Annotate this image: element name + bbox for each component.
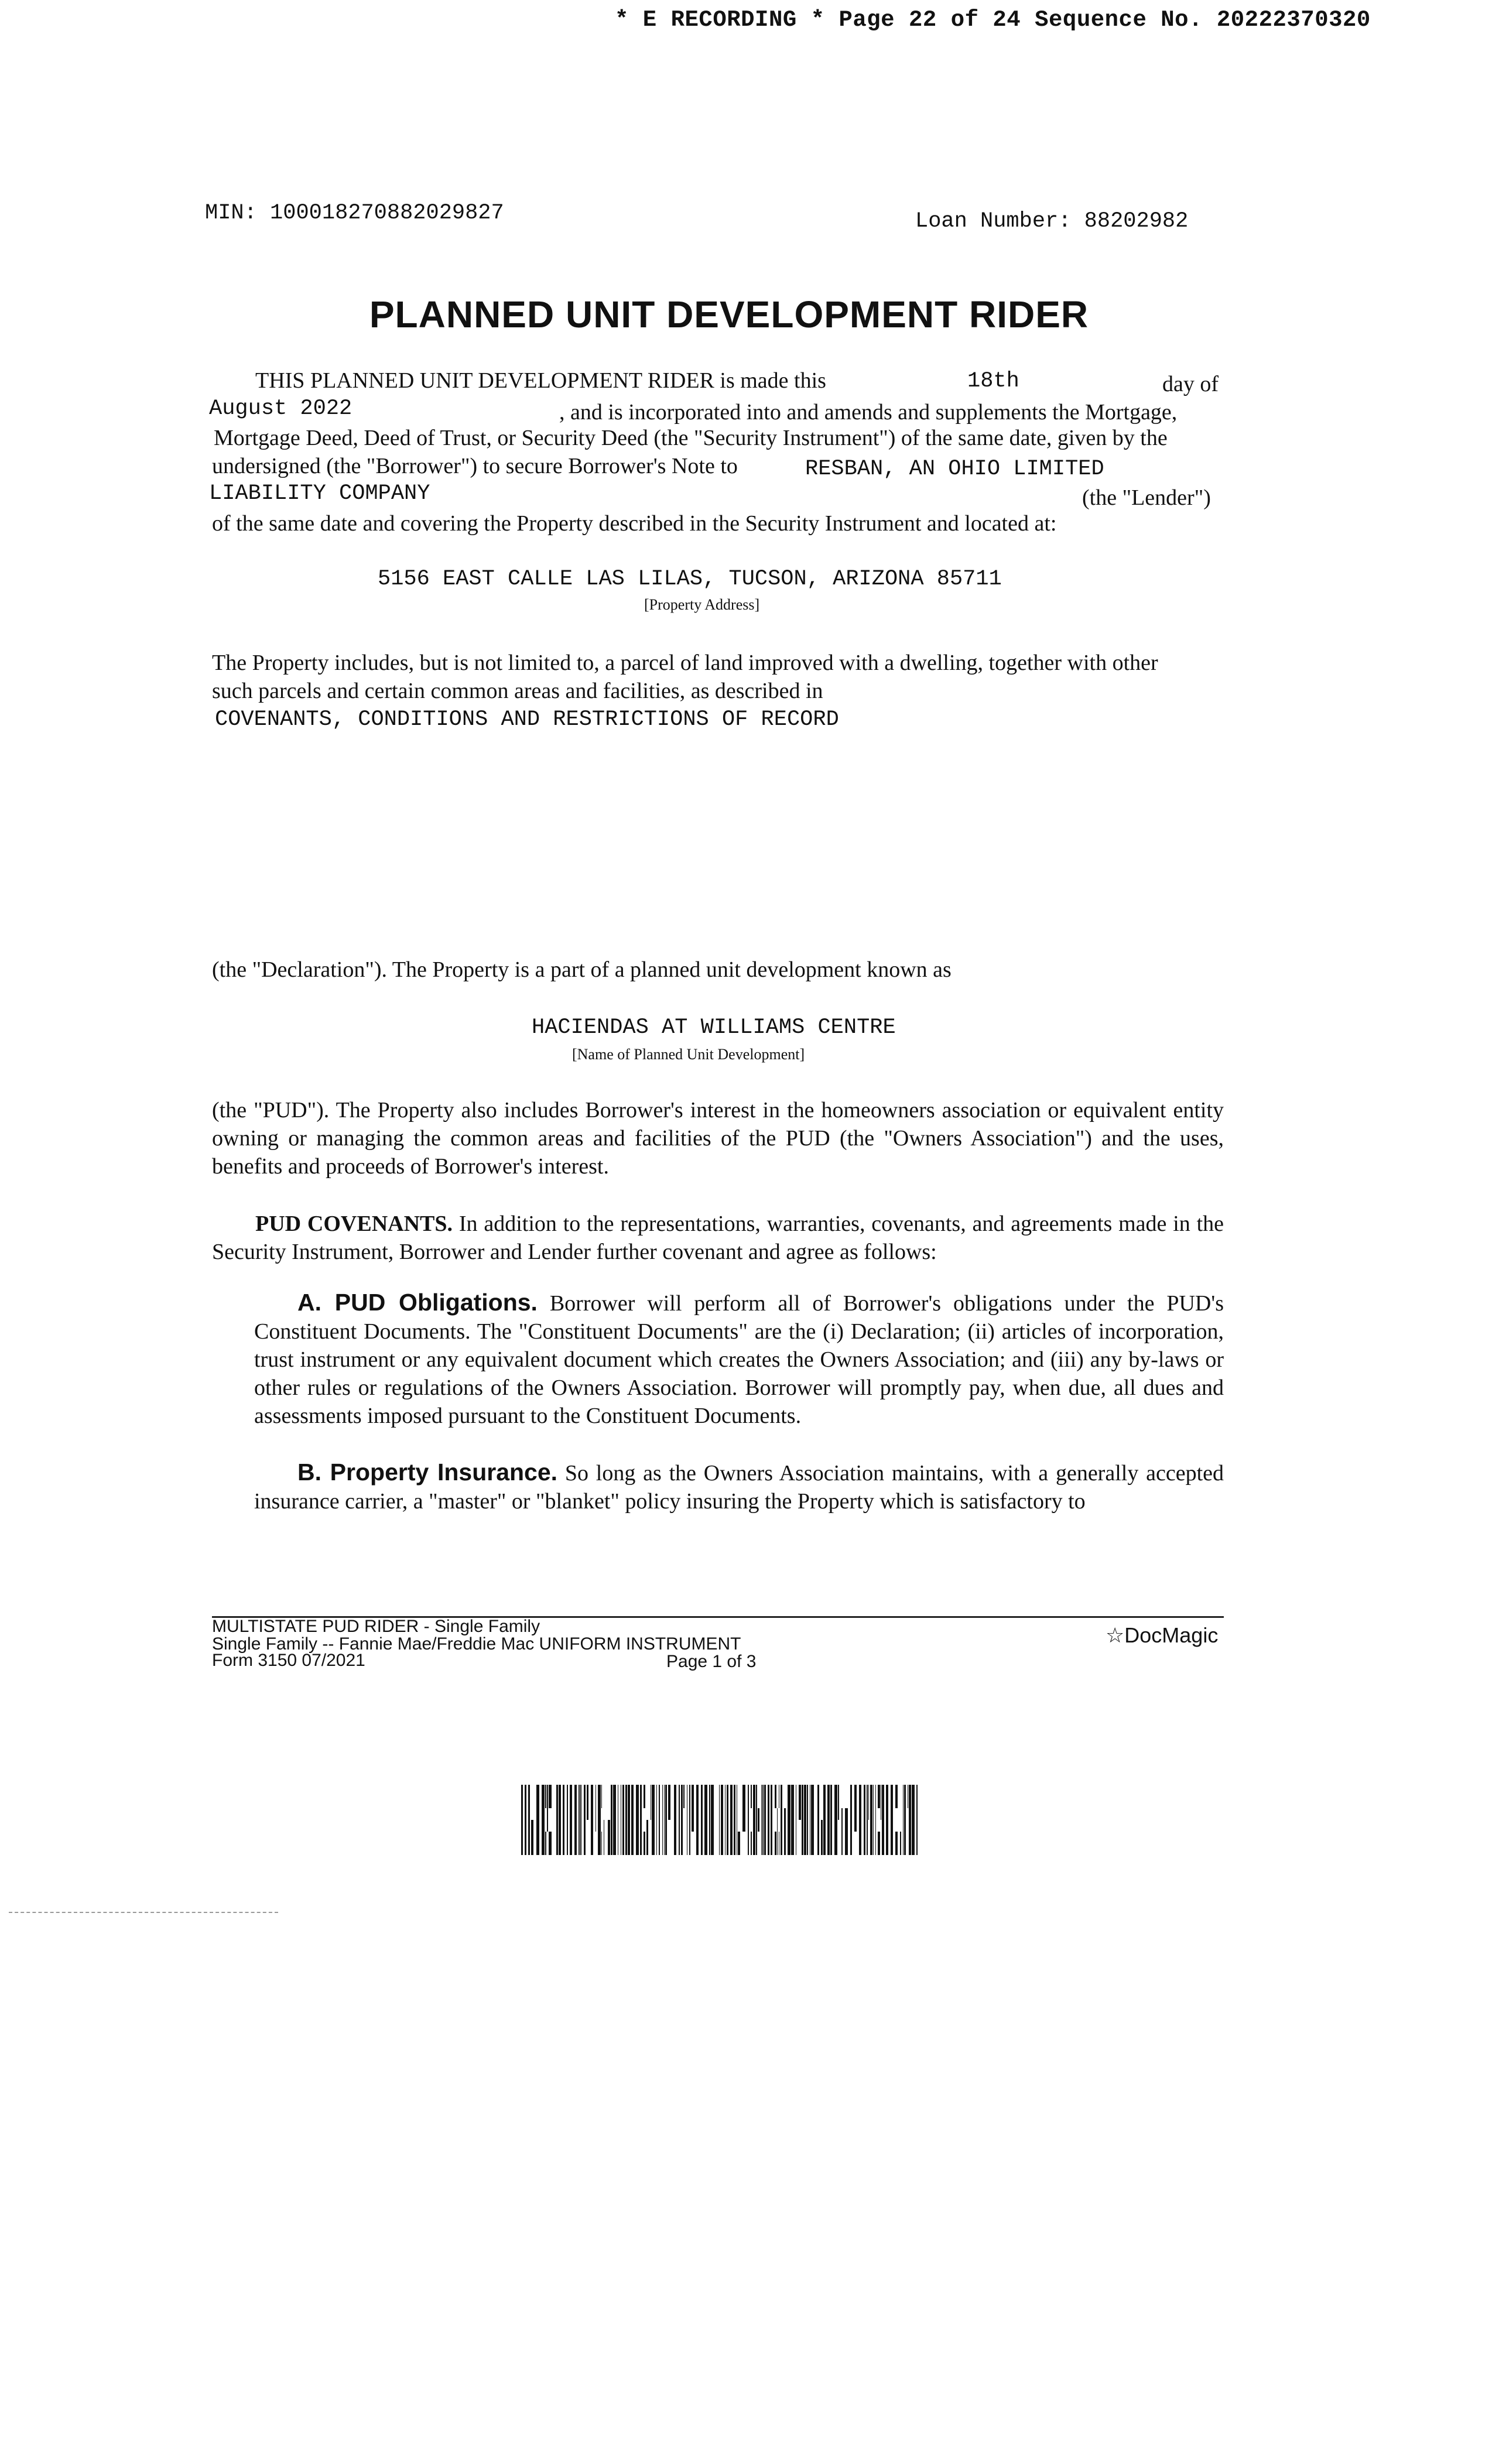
intro-line-3: Mortgage Deed, Deed of Trust, or Security Deed (the "Security Instrument") of the same date, given by the xyxy=(214,426,1168,450)
barcode-graphic xyxy=(515,1782,925,1858)
scan-edge-line xyxy=(9,1912,278,1913)
loan-number-label: Loan Number: xyxy=(915,209,1072,234)
pud-paragraph: (the "PUD"). The Property also includes Borrower's interest in the homeowners association or equivalent entity owning or managing the common areas and facilities of the PUD (the "Owners Association") and the uses, benefits and proceeds of Borrower's interest. xyxy=(212,1098,1224,1179)
section-a-heading: A. PUD Obligations. xyxy=(297,1289,538,1316)
pud-covenants-text: In addition to the representations, warranties, covenants, and agreements made in the Security Instrument, Borrower and Lender further covenant and agree as follows: xyxy=(212,1212,1224,1264)
document-title: PLANNED UNIT DEVELOPMENT RIDER xyxy=(369,293,1089,336)
footer-page-number: Page 1 of 3 xyxy=(666,1652,757,1671)
intro-line-4: undersigned (the "Borrower") to secure Borrower's Note to xyxy=(212,454,738,478)
section-a-paragraph xyxy=(254,1288,1224,1430)
footer-line-1: MULTISTATE PUD RIDER - Single Family xyxy=(212,1617,540,1636)
lender-suffix: (the "Lender") xyxy=(1082,485,1211,510)
pud-covenants-heading: PUD COVENANTS. xyxy=(255,1212,453,1236)
declaration-document: COVENANTS, CONDITIONS AND RESTRICTIONS OF RECORD xyxy=(215,707,839,732)
intro-line-6: of the same date and covering the Property described in the Security Instrument and located at: xyxy=(212,511,1057,536)
min-line xyxy=(205,201,504,225)
property-para-line-1: The Property includes, but is not limited to, a parcel of land improved with a dwelling, together with other xyxy=(212,651,1158,675)
star-outline-icon: ☆ xyxy=(1106,1623,1125,1647)
section-a-text: Borrower will perform all of Borrower's obligations under the PUD's Constituent Documents. The "Constituent Documents" are the (i) Declaration; (ii) articles of incorporation, trust instrument or any equivalent document which creates the Owners Association; and (iii) any by-laws or other rules or regulations of the Owners Association. Borrower will promptly pay, when due, all dues and assessments imposed pursuant to the Constituent Documents. xyxy=(254,1291,1224,1428)
loan-number-line xyxy=(915,209,1188,234)
barcode xyxy=(515,1782,925,1858)
recording-header: * E RECORDING * Page 22 of 24 Sequence No. 20222370320 xyxy=(615,7,1371,33)
loan-number-value: 88202982 xyxy=(1084,209,1189,234)
min-value: 100018270882029827 xyxy=(270,201,504,225)
pud-covenants-paragraph xyxy=(212,1210,1224,1266)
lender-name-1: RESBAN, AN OHIO LIMITED xyxy=(805,457,1104,481)
footer-line-2: Single Family -- Fannie Mae/Freddie Mac UNIFORM INSTRUMENT xyxy=(212,1634,741,1654)
lender-name-2: LIABILITY COMPANY xyxy=(209,481,430,506)
property-address: 5156 EAST CALLE LAS LILAS, TUCSON, ARIZONA 85711 xyxy=(378,567,1002,591)
intro-day-of: day of xyxy=(1162,372,1219,396)
intro-month-year: August 2022 xyxy=(209,396,352,421)
declaration-line: (the "Declaration"). The Property is a part of a planned unit development known as xyxy=(212,957,952,982)
intro-day: 18th xyxy=(967,369,1019,393)
docmagic-brand: DocMagic xyxy=(1124,1623,1219,1647)
section-b-text: So long as the Owners Association maintains, with a generally accepted insurance carrier, a "master" or "blanket" policy insuring the Property which is satisfactory to xyxy=(254,1461,1224,1514)
property-address-label: [Property Address] xyxy=(644,596,760,613)
footer-line-3: Form 3150 07/2021 xyxy=(212,1651,365,1670)
min-label: MIN: xyxy=(205,201,257,225)
intro-line-1: THIS PLANNED UNIT DEVELOPMENT RIDER is made this xyxy=(255,368,826,393)
section-b-paragraph xyxy=(254,1458,1224,1515)
pud-name: HACIENDAS AT WILLIAMS CENTRE xyxy=(532,1015,896,1040)
pud-name-label: [Name of Planned Unit Development] xyxy=(572,1046,805,1063)
intro-line-2: , and is incorporated into and amends and supplements the Mortgage, xyxy=(559,400,1178,425)
property-para-line-2: such parcels and certain common areas and facilities, as described in xyxy=(212,679,823,703)
docmagic-logo xyxy=(1106,1624,1218,1647)
section-b-heading: B. Property Insurance. xyxy=(297,1459,558,1486)
